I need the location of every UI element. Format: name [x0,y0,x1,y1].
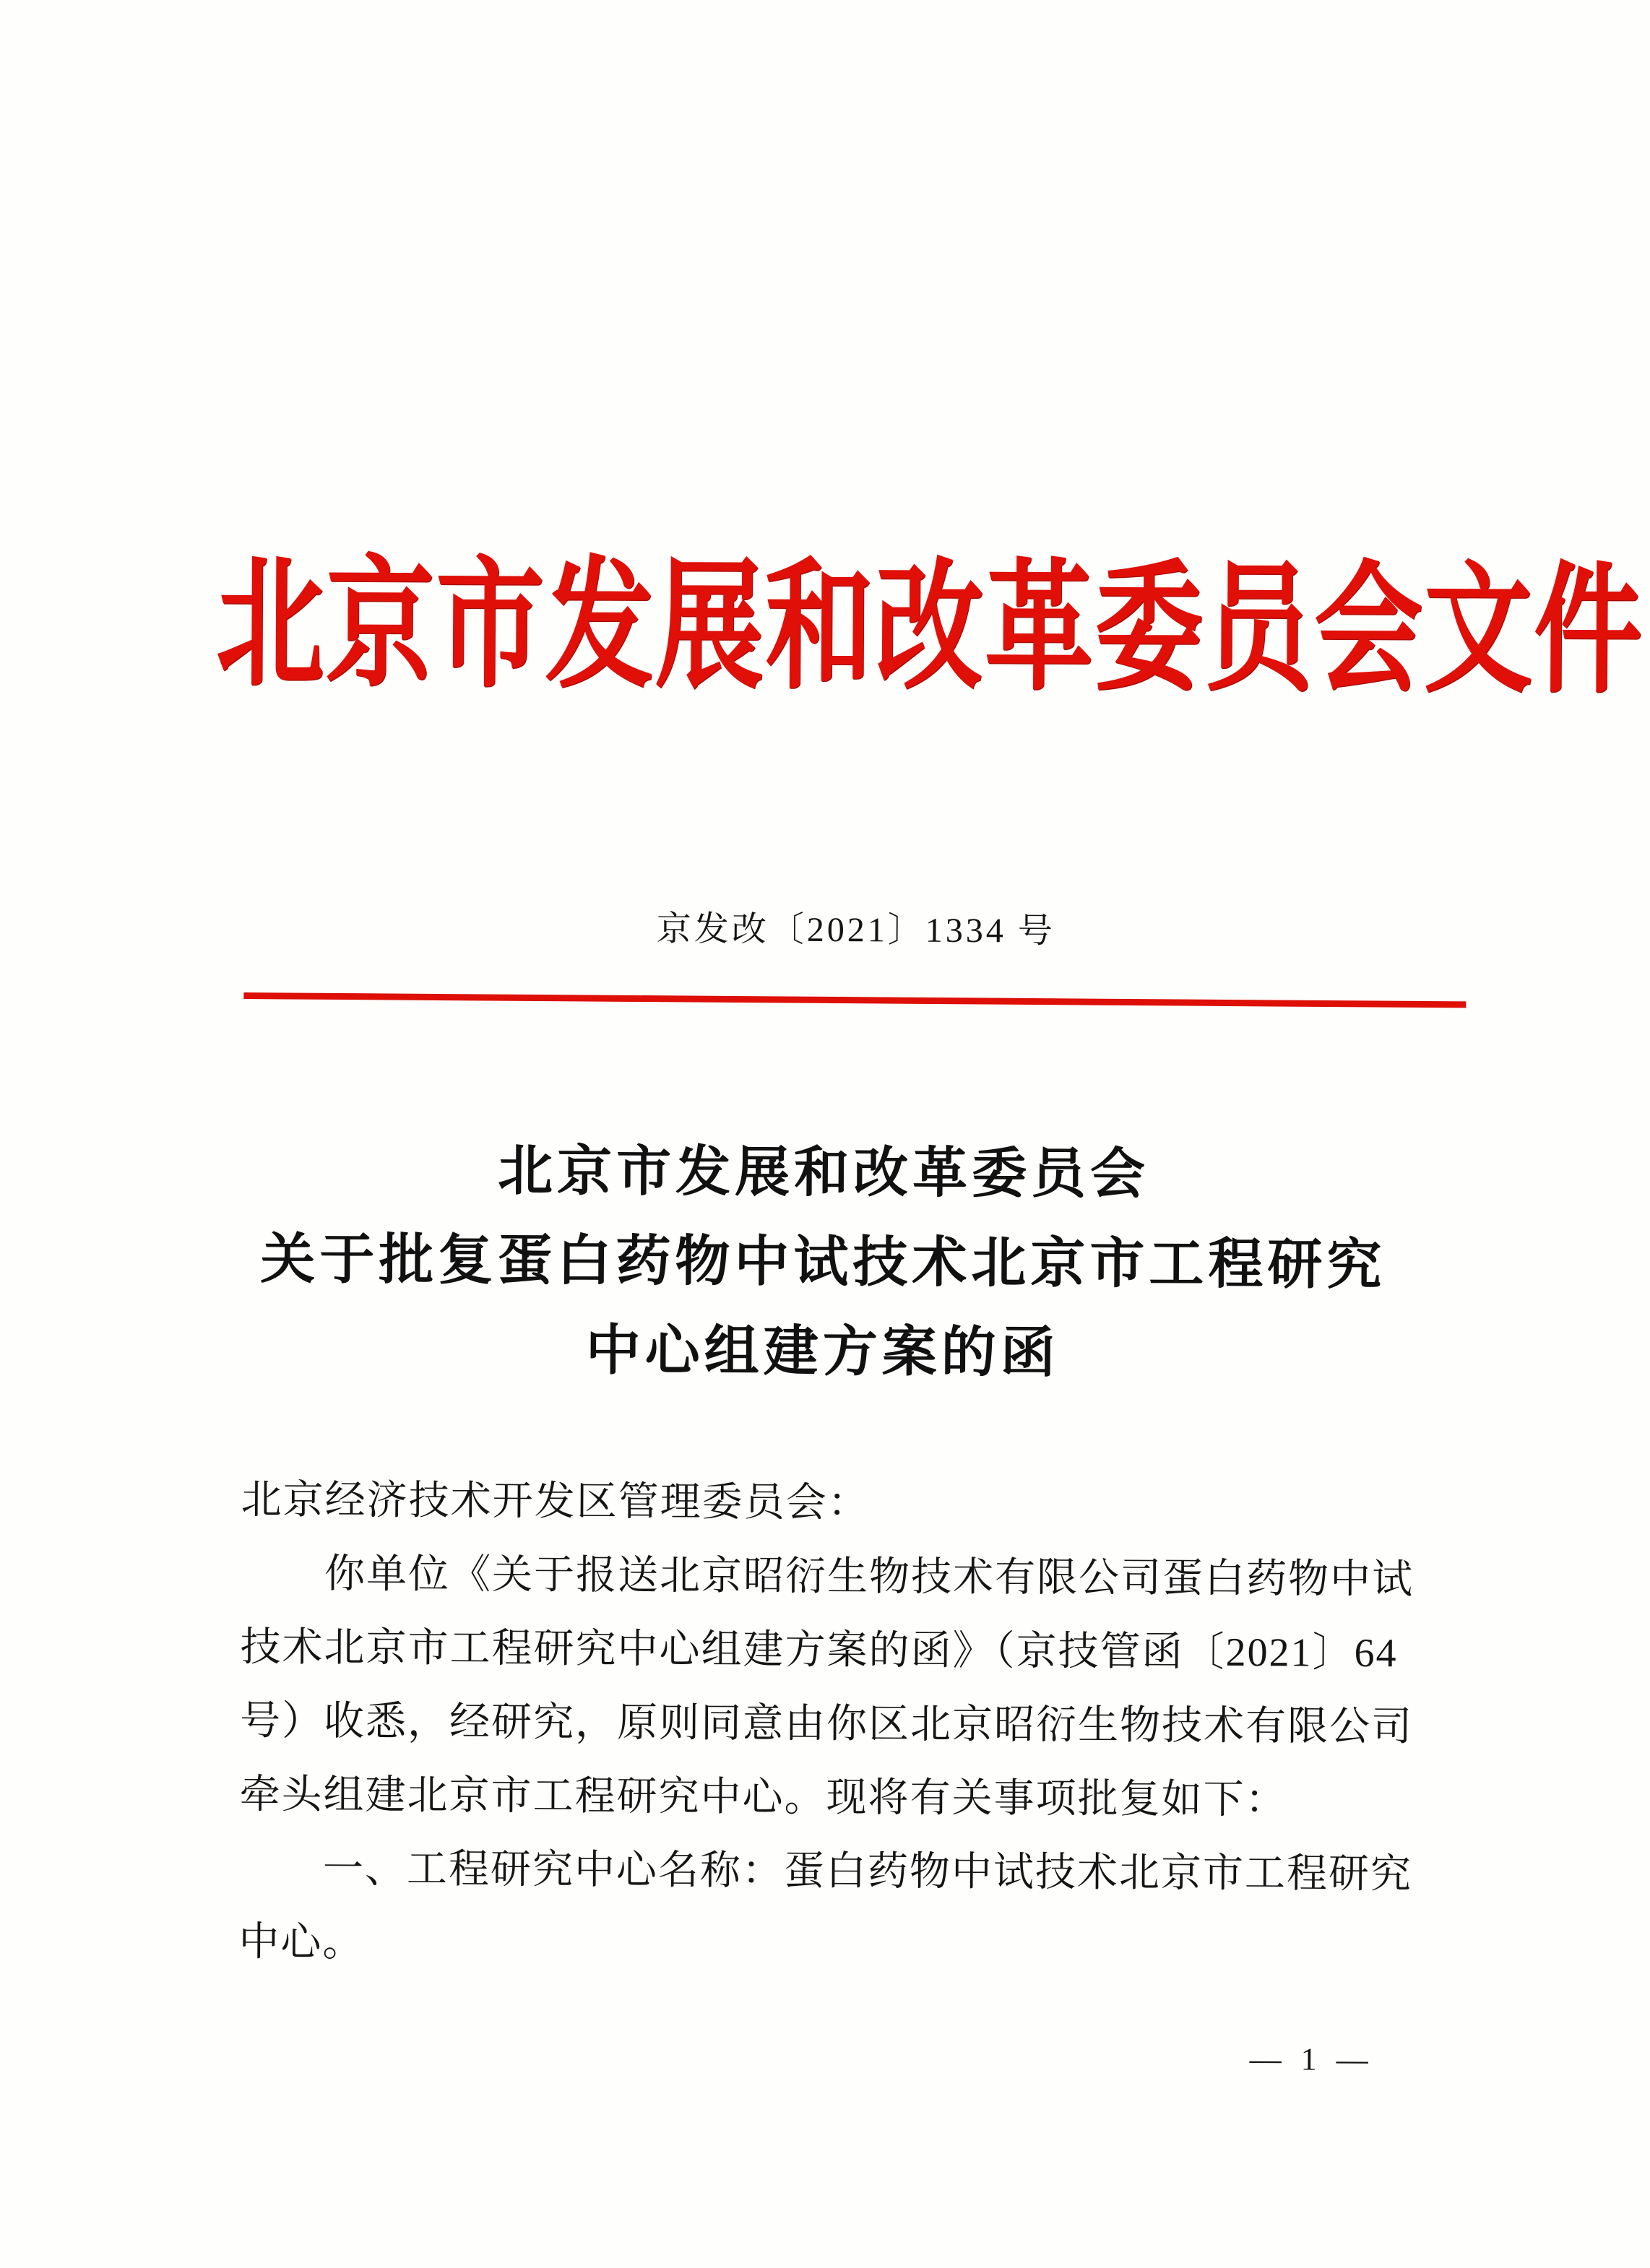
body-line-item-one: 一、工程研究中心名称：蛋白药物中试技术北京市工程研究 [322,1846,1413,1897]
page-number: — 1 — [1249,2041,1374,2077]
agency-banner-title: 北京市发展和改革委员会文件 [215,547,1644,711]
body-line: 你单位《关于报送北京昭衍生物技术有限公司蛋白药物中试 [324,1551,1414,1603]
body-line: 中心。 [238,1919,365,1965]
red-divider-rule [243,992,1466,1008]
body-line: 牵头组建北京市工程研究中心。现将有关事项批复如下： [239,1772,1287,1823]
document-title-line-1: 北京市发展和改革委员会 [497,1141,1150,1206]
document-title-line-3: 中心组建方案的函 [585,1320,1060,1384]
salutation-line: 北京经济技术开发区管理委员会： [241,1477,870,1526]
body-line: 技术北京市工程研究中心组建方案的函》（京技管函〔2021〕64 [240,1624,1398,1676]
document-title-line-2: 关于批复蛋白药物中试技术北京市工程研究 [260,1229,1386,1297]
document-body [238,1463,1464,1986]
document-reference-number: 京发改〔2021〕1334 号 [656,909,1055,951]
body-line: 号）收悉，经研究，原则同意由你区北京昭衍生物技术有限公司 [239,1698,1414,1750]
document-title [212,1125,1434,1401]
